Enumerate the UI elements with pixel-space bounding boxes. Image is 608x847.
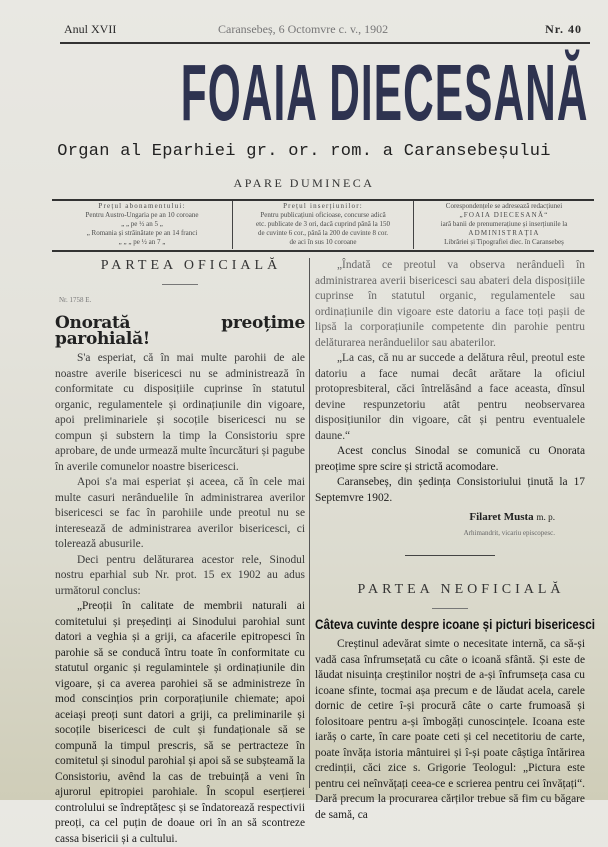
section-title: PARTEA OFICIALĂ xyxy=(100,258,282,273)
box-line: ADMINISTRAȚIA xyxy=(468,229,540,237)
year-label: Anul XVII xyxy=(64,22,117,36)
box-line: de aci în sus 10 coroane xyxy=(289,238,357,246)
paragraph: Caransebeș, din ședința Consistoriului ținută la 17 Septemvre 1902. xyxy=(315,476,585,504)
paragraph: Acest conclus Sinodal se comunică cu Onorata preoțime spre scire și strictă acomodare. xyxy=(315,445,585,473)
paragraph: „Îndată ce preotul va observa nerânduelì în administrarea averii bisericesci sau abateri dela disposițiile cuprinse în statutul organic, regulamentele sau ordinațiunile din vigoare este datoriu a face toți pașii de lipsă la corporațiunile competente din parohie pentru delăturarea nerânduelilor sau abaterilor. xyxy=(315,259,585,349)
box-line: „ „ „ pe ½ an 7 „ xyxy=(118,238,166,246)
divider xyxy=(432,608,468,609)
box-line: Pentru Austro-Ungaria pe an 10 coroane xyxy=(85,211,199,219)
box-line: Pentru publicațiuni oficioase, concurse adică xyxy=(260,211,386,219)
box-heading: Prețul inserțiunilor: xyxy=(283,202,363,210)
masthead-subtitle: Organ al Eparhiei gr. or. rom. a Caransebeșului xyxy=(57,142,551,161)
paragraph: Apoi s'a mai esperiat și aceea, că în cele mai multe casuri nerânduelile în administrarea averilor bisericesci se fac în parohiile unde preotul nu se interesează de administrarea averilor bisericesci, ci tolerează abusurile. xyxy=(55,476,305,550)
article-heading: Onorată preoțime parohială! xyxy=(55,313,305,349)
signature-title: Arhimandrit, vicariu episcopesc. xyxy=(463,528,555,537)
info-box xyxy=(52,201,594,249)
box-line: Librăriei și Tipografiei diec. în Caransebeș xyxy=(444,238,564,246)
correspondence-info xyxy=(414,201,594,249)
publication-frequency: APARE DUMINECA xyxy=(233,176,375,190)
box-line: „ Romania și străinătate pe an 14 franci xyxy=(86,229,198,237)
box-line: iară banii de prenumerațiune și inserțiunile la xyxy=(440,220,568,228)
paragraph: S'a esperiat, că în mai multe parohii de ale noastre averile bisericesci nu se administrează în conformitate cu disposițiile cuprinse în statutul organic, regulamentele și ordinațiunile din vigoare, apoi preliminariele și socoțile bisericesci nu se compun și substern la timp la Consistoriu spre aprobare, de unde urmează multe încurcături și pagube în averile comunelor noastre bisericesci. xyxy=(55,352,305,473)
paragraph: „La cas, că nu ar succede a delătura rêul, preotul este datoriu a face numai decât arătare la oficiul protopresbiteral, căci întrelăsând a face aceasta, dînsul devine respunzetoriu atât pentru neobservarea disposițiunilor din vigoare, cât și pentru eventualele daune.“ xyxy=(315,352,585,442)
section-title: PARTEA NEOFICIALĂ xyxy=(357,582,565,597)
box-heading: Corespondențele se adresează redacțiunei xyxy=(445,202,563,210)
paragraph: Creștinul adevărat simte o necesitate internă, ca să-și vadă casa înfrumsețată cu câte o icoană sfântă. Și este de lăudat nisuința creștinilor noștri de a-și înfrumseța casa cu icoane sfinte, tocmai așa precum e de lăudat acela, carele dornic de cetire î-și procură câte o carte frumoasă și folositoare pentru a-și îmbogăți cunoscințele. Icoana este iarăș o carte, în care poate ceti și cel necetitoriu de carte, poate învăța istoria mântuirei și î-și poate câștiga întărirea credinții, căci zice s. Grigorie Teologul: „Pictura este pentru cei neînvățați ceea-ce e scrierea pentru cei învățați“. Dară precum la procurarea cărților trebue să fim cu băgare de samă, ca xyxy=(315,638,585,821)
paragraph: „Preoții în calitate de membrii naturali ai comitetului și președinți ai Sinodului parohial sunt datori a veghia și a griji, ca afacerile epitropesci în parohie să se conducă întru toate în conformitate cu statutul organic și regulamintele și ordinațiunile din vigoare, și ca averea parohiei să se administreze în mod conscințios prin corporațiunile chiemate; apoi aceiași preoți sunt datori a griji, ca preliminarile și socoțile bisericesci de cult și fundaționale să se compună la timpul prescris, să se pertracteze în comitetul și sinodul parohial și apoi să se subșteamă la Consistoriu, avênd la cas de trebuință a veni în ajurorul epitropiei parohiale. În scopul eserțierei controlului se îndreptățesc și se îndatorează respectivii preoți, ca cel puțin de doaue ori în an să scontreze cassa bisericii și a cultului. xyxy=(55,600,305,845)
paragraph: Deci pentru delăturarea acestor rele, Sinodul nostru eparhial sub Nr. prot. 15 ex 1902 au adus următorul conclus: xyxy=(55,553,305,597)
ornament-divider xyxy=(405,555,495,556)
box-heading: Prețul abonamentului: xyxy=(98,202,186,210)
dateline: Caransebeș, 6 Octomvre c. v., 1902 xyxy=(218,22,389,36)
issue-number: Nr. 40 xyxy=(545,22,582,36)
subscription-prices xyxy=(52,201,233,249)
insertion-prices xyxy=(233,201,414,249)
masthead-topline xyxy=(62,22,582,40)
box-line: „FOAIA DIECESANĂ“ xyxy=(459,211,549,219)
signature xyxy=(315,510,555,526)
masthead-title xyxy=(0,48,608,137)
divider xyxy=(162,284,198,285)
title-text: FOAIA DIECESANĂ xyxy=(180,48,589,137)
article-heading: Câteva cuvinte despre icoane și picturi bisericesci xyxy=(315,616,596,632)
box-line: de cuvinte 6 cor., până la 200 de cuvinte 8 cor. xyxy=(257,229,389,237)
right-column xyxy=(315,258,596,823)
top-rule xyxy=(60,42,590,44)
official-section xyxy=(55,258,305,847)
box-line: „ „ pe ½ an 5 „ xyxy=(121,220,163,228)
signature-name: Filaret Musta xyxy=(469,511,534,523)
box-bottom-rule xyxy=(52,250,594,252)
box-line: etc. publicate de 3 ori, dacă cuprind până la 150 xyxy=(256,220,390,228)
signature-suffix: m. p. xyxy=(536,512,555,522)
reference-number: Nr. 1758 E. xyxy=(59,295,92,304)
column-divider xyxy=(309,258,310,788)
